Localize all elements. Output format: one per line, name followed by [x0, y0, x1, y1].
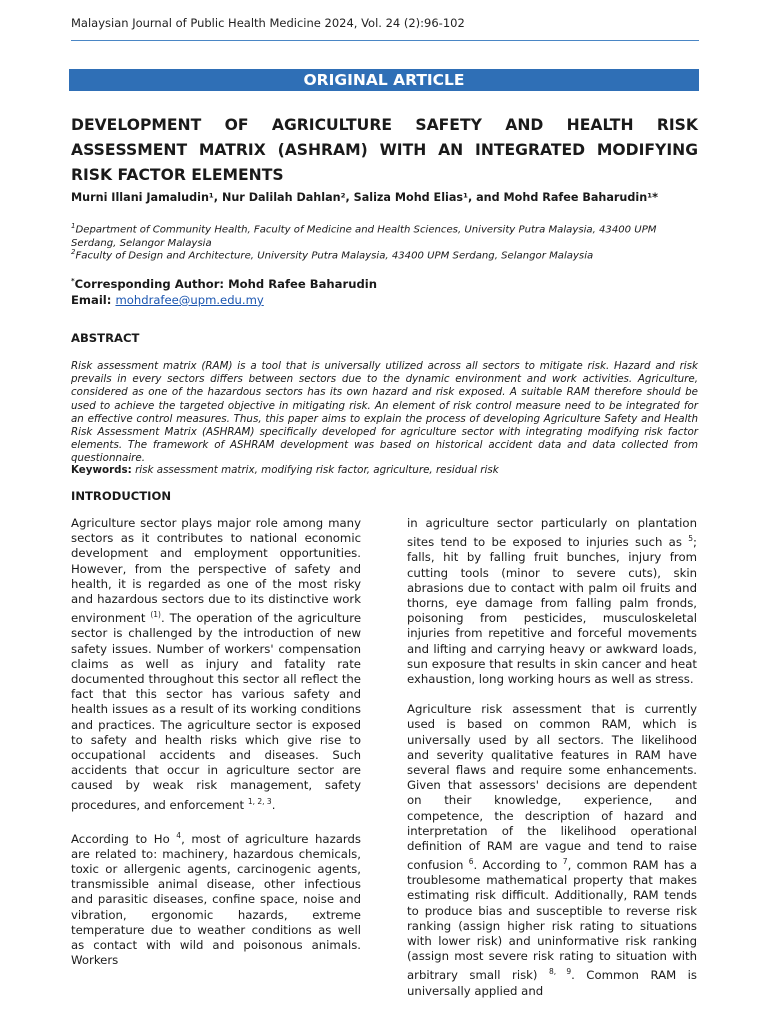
citation-ref: 1, 2, 3	[247, 796, 272, 806]
citation-ref: 6	[468, 857, 474, 867]
journal-citation: Malaysian Journal of Public Health Medicine 2024, Vol. 24 (2):96-102	[71, 16, 465, 30]
text-run: in agriculture sector particularly on plantation sites tend to be exposed to injuries such as	[407, 516, 697, 550]
text-run: ; falls, hit by falling fruit bunches, injury from cutting tools (minor to severe cuts), skin abrasions due to contact with palm oil fruits and thorns, eye damage from falling palm fronds, poisoning from pesticides, musculoskeletal injuries from repetitive and forceful movements and lifting and carrying heavy or awkward loads, sun exposure that results in skin cancer and heat exhaustion, long working hours as well as stress.	[407, 535, 697, 686]
affiliation-text: Faculty of Design and Architecture, University Putra Malaysia, 43400 UPM Serdang, Selangor Malaysia	[75, 250, 594, 262]
citation-ref: 5	[688, 534, 694, 544]
text-run: According to Ho	[71, 831, 177, 846]
text-run: , most of agriculture hazards are related to: machinery, hazardous chemicals, toxic or allergenic agents, carcinogenic agents, transmissible animal disease, other infectious and parasitic diseases, confine space, noise and vibration, ergonomic hazards, extreme temperature due to weather conditions as well as contact with wild and poisonous animals. Workers	[71, 831, 361, 968]
corresponding-author-name: Corresponding Author: Mohd Rafee Baharudin	[74, 276, 377, 291]
citation-ref: 8, 9	[549, 967, 572, 977]
introduction-heading: INTRODUCTION	[71, 489, 172, 503]
citation-ref: (1)	[150, 610, 161, 620]
text-run: Agriculture risk assessment that is currently used is based on common RAM, which is universally used by all sectors. The likelihood and severity qualitative features in RAM have several flaws and require some enhancements. Given that assessors' decisions are dependent on their knowledge, experience, and competence, the description of hazard and interpretation of the likelihood operational definition of RAM are vague and tend to raise confusion	[407, 702, 697, 873]
corresponding-mark: *	[71, 277, 75, 285]
body-column-left	[71, 516, 361, 983]
article-type-banner: ORIGINAL ARTICLE	[69, 69, 699, 91]
keywords-label: Keywords:	[71, 464, 132, 476]
author-list: Murni Illani Jamaludin¹, Nur Dalilah Dahlan², Saliza Mohd Elias¹, and Mohd Rafee Baharudin¹*	[71, 191, 658, 204]
citation-ref: 7	[562, 857, 568, 867]
text-run: Agriculture sector plays major role among many sectors as it contributes to national economic development and employment opportunities. However, from the perspective of safety and health, it is regarded as one of the most risky and hazardous sectors due to its distinctive work environment	[71, 516, 361, 626]
intro-paragraph-3	[407, 516, 697, 687]
intro-paragraph-1	[71, 516, 361, 813]
affiliation-text: Department of Community Health, Faculty of Medicine and Health Sciences, University Putra Malaysia, 43400 UPM Serdang, Selangor Malaysia	[71, 224, 657, 250]
email-line	[71, 292, 377, 308]
citation-ref: 4	[176, 830, 182, 840]
text-run: . Common RAM is universally applied and	[407, 968, 697, 998]
intro-paragraph-2	[71, 828, 361, 969]
text-run: . According to	[473, 858, 563, 873]
corresponding-author-block	[71, 273, 377, 308]
header-rule	[71, 40, 699, 41]
email-link[interactable]: mohdrafee@upm.edu.my	[115, 292, 264, 307]
body-column-right	[407, 516, 697, 1014]
text-run: , common RAM has a troublesome mathematical property that makes estimating risk difficult. Additionally, RAM tends to produce bias and susceptible to reverse risk ranking (assign higher risk rating to situations with lower risk) and uninformative risk ranking (assign most severe risk rating to situation with arbitrary small risk)	[407, 858, 697, 983]
affiliation-2	[71, 245, 699, 263]
abstract-heading: ABSTRACT	[71, 331, 140, 345]
text-run: .	[271, 797, 276, 812]
intro-paragraph-4	[407, 702, 697, 999]
keywords-line	[71, 464, 698, 476]
corresponding-author	[71, 273, 377, 292]
article-title: DEVELOPMENT OF AGRICULTURE SAFETY AND HEALTH RISK ASSESSMENT MATRIX (ASHRAM) WITH AN INTEGRATED MODIFYING RISK FACTOR ELEMENTS	[71, 116, 698, 184]
affiliation-mark: 2	[71, 248, 76, 256]
abstract-text: Risk assessment matrix (RAM) is a tool that is universally utilized across all sectors to mitigate risk. Hazard and risk prevails in every sectors differs between sectors due to the dynamic environment and work activities. Agriculture, considered as one of the hazardous sectors has its own hazard and risk exposed. A suitable RAM therefore should be used to achieve the targeted objective in mitigating risk. An element of risk control measure need to be integrated for an effective control measures. Thus, this paper aims to explain the process of developing Agriculture Safety and Health Risk Assessment Matrix (ASHRAM) specifically developed for agriculture sector with integrating modifying risk factor elements. The framework of ASHRAM development was based on historical accident data and data collected from questionnaire.	[71, 360, 698, 465]
text-run: . The operation of the agriculture sector is challenged by the introduction of new safety issues. Number of workers' compensation claims as well as injury and fatality rate documented throughout this sector all reflect the fact that this sector has various safety and health issues as a result of its working conditions and practices. The agriculture sector is exposed to safety and health risks which give rise to occupational accidents and diseases. Such accidents that occur in agriculture sector are caused by weak risk management, safety procedures, and enforcement	[71, 611, 362, 812]
email-label: Email:	[71, 292, 112, 307]
keywords-text: risk assessment matrix, modifying risk factor, agriculture, residual risk	[135, 464, 499, 476]
affiliation-mark: 1	[71, 222, 76, 230]
